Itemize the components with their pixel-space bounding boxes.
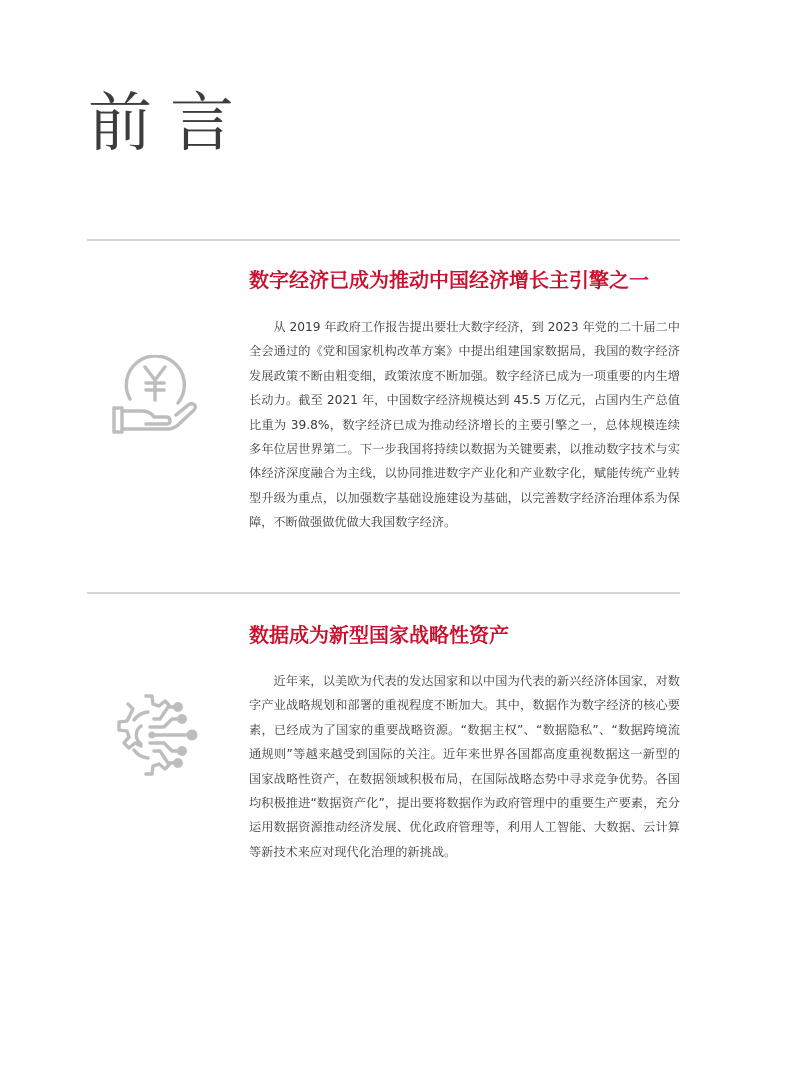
section-body-data-asset: 近年来，以美欧为代表的发达国家和以中国为代表的新兴经济体国家，对数字产业战略规划和部署的重视程度不断加大。其中，数据作为数字经济的核心要素，已经成为了国家的重要战略资源。“数据主权”、“数据隐私”、“数据跨境流通规则”等越来越受到国际的关注。近年来世界各国都高度重视数据这一新型的国家战略性资产，在数据领域积极布局，在国际战略态势中寻求竞争优势。各国均积极推进“数据资产化”，提出要将数据作为政府管理中的重要生产要素，充分运用数据资源推动经济发展、优化政府管理等，利用人工智能、大数据、云计算等新技术来应对现代化治理的新挑战。 bbox=[249, 674, 680, 859]
section-heading-data-asset: 数据成为新型国家战略性资产 bbox=[249, 623, 509, 647]
section-divider bbox=[87, 239, 680, 241]
section-body-digital-economy: 从 2019 年政府工作报告提出要壮大数字经济，到 2023 年党的二十届二中全会通过的《党和国家机构改革方案》中提出组建国家数据局，我国的数字经济发展政策不断由粗变细，政策浓度不断加强。数字经济已成为一项重要的内生增长动力。截至 2021 年，中国数字经济规模达到 45.5 万亿元，占国内生产总值比重为 39.8%，数字经济已成为推动经济增长的主要引擎之一，总体规模连续多年位居世界第二。下一步我国将持续以数据为关键要素，以推动数字技术与实体经济深度融合为主线，以协同推进数字产业化和产业数字化，赋能传统产业转型升级为重点，以加强数字基础设施建设为基础，以完善数字经济治理体系为保障，不断做强做优做大我国数字经济。 bbox=[249, 320, 680, 530]
section-heading-digital-economy: 数字经济已成为推动中国经济增长主引擎之一 bbox=[249, 268, 649, 292]
yuan-hand-icon bbox=[108, 355, 202, 439]
section-divider bbox=[87, 592, 680, 594]
page-title: 前言 bbox=[88, 87, 252, 161]
data-gear-icon bbox=[108, 690, 202, 780]
